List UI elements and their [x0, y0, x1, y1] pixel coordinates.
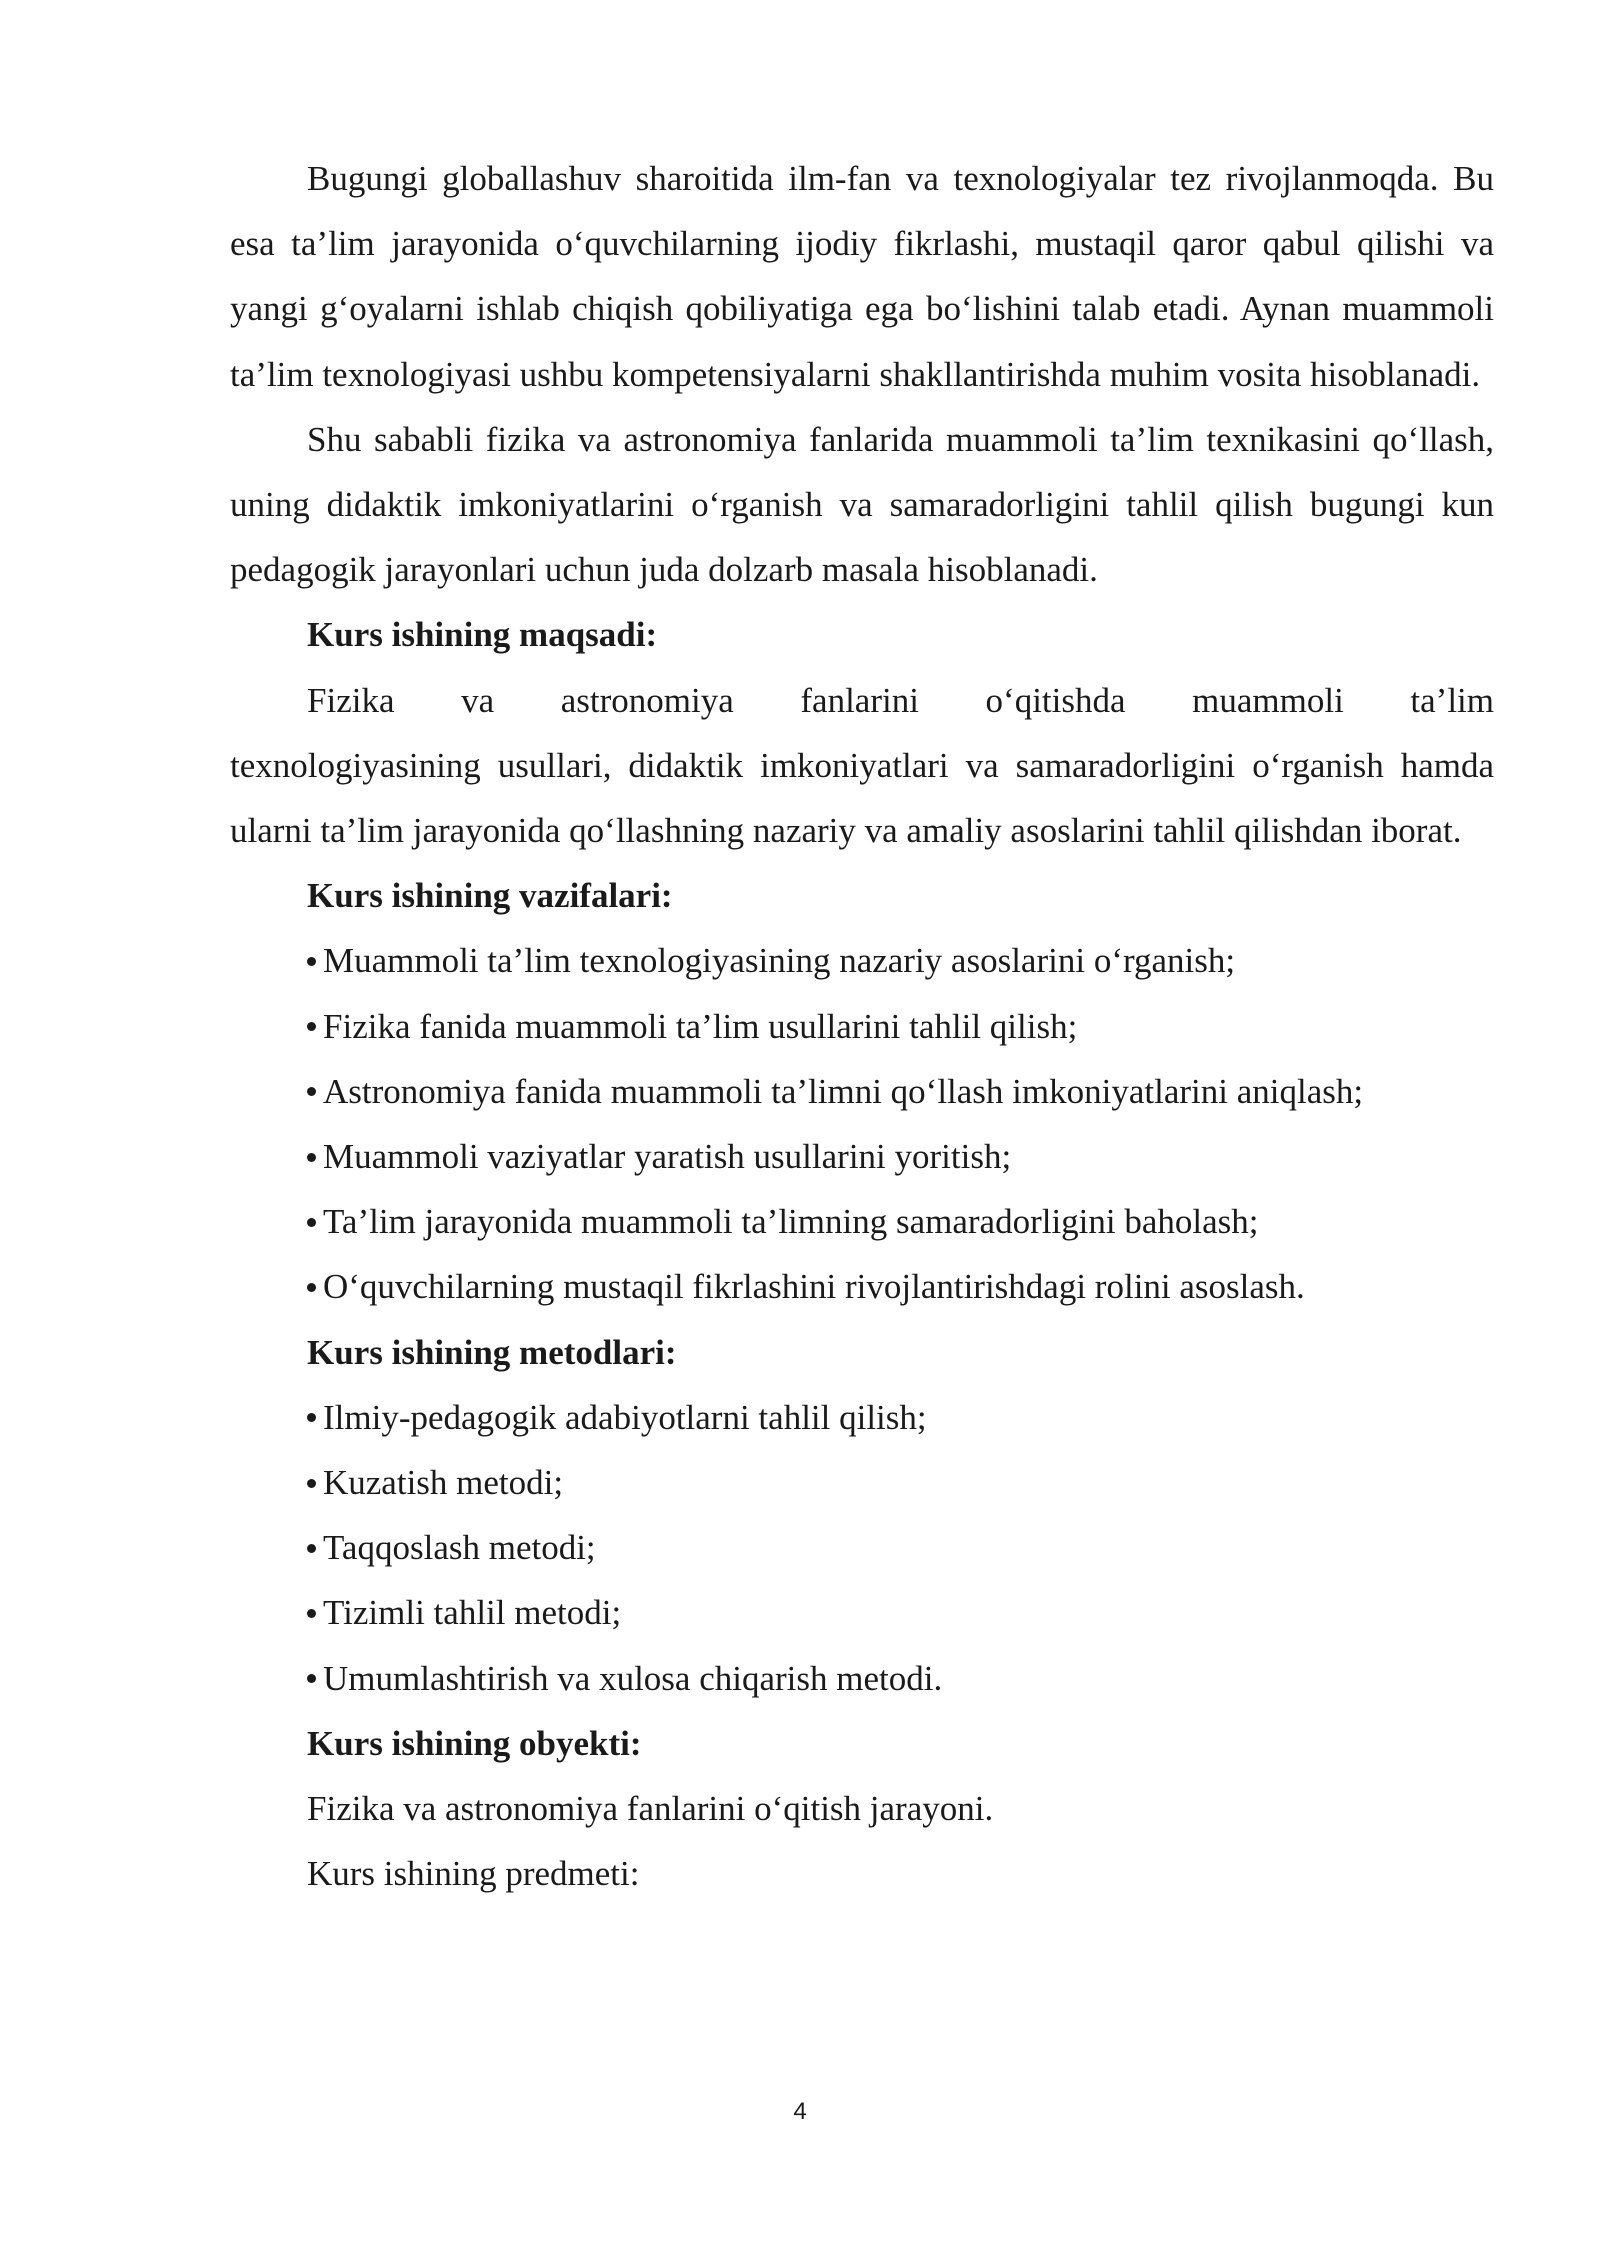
bullet-icon	[307, 1674, 316, 1683]
goal-paragraph-rest: texnologiyasining usullari, didaktik imkoniyatlari va samaradorligini o‘rganish hamda ularni ta’lim jarayonida qo‘llashning nazariy va amaliy asoslarini tahlil qilishdan iborat.	[230, 745, 1494, 851]
object-text: Fizika va astronomiya fanlarini o‘qitish jarayoni.	[307, 1789, 994, 1829]
bullet-icon	[307, 1479, 316, 1488]
list-item: Muammoli ta’lim texnologiyasining nazariy asoslarini o‘rganish;	[230, 928, 1494, 993]
list-item: Kuzatish metodi;	[230, 1450, 1494, 1515]
bullet-icon	[307, 1218, 316, 1227]
bullet-icon	[307, 1544, 316, 1553]
goal-paragraph-first-line: Fizika va astronomiya fanlarini o‘qitishda muammoli ta’lim	[307, 680, 1494, 720]
bullet-icon	[307, 1413, 316, 1422]
subject-heading: Kurs ishining predmeti:	[307, 1854, 640, 1894]
bullet-icon	[307, 957, 316, 966]
list-item: Ta’lim jarayonida muammoli ta’limning samaradorligini baholash;	[230, 1189, 1494, 1254]
bullet-icon	[307, 1022, 316, 1031]
list-item: Fizika fanida muammoli ta’lim usullarini tahlil qilish;	[230, 994, 1494, 1059]
methods-heading: Kurs ishining metodlari:	[307, 1332, 677, 1372]
tasks-heading: Kurs ishining vazifalari:	[307, 876, 673, 916]
list-item: Tizimli tahlil metodi;	[230, 1580, 1494, 1645]
intro-paragraph-2: Shu sababli fizika va astronomiya fanlarida muammoli ta’lim texnikasini qo‘llash, uning didaktik imkoniyatlarini o‘rganish va samaradorligini tahlil qilish bugungi kun pedagogik jarayonlari uchun juda dolzarb masala hisoblanadi.	[230, 419, 1494, 590]
page-content	[230, 146, 1494, 1906]
object-heading: Kurs ishining obyekti:	[307, 1723, 642, 1763]
list-item: O‘quvchilarning mustaqil fikrlashini rivojlantirishdagi rolini asoslash.	[230, 1254, 1494, 1319]
goal-heading: Kurs ishining maqsadi:	[307, 615, 658, 655]
list-item: Ilmiy-pedagogik adabiyotlarni tahlil qilish;	[230, 1385, 1494, 1450]
list-item: Muammoli vaziyatlar yaratish usullarini yoritish;	[230, 1124, 1494, 1189]
bullet-icon	[307, 1283, 316, 1292]
list-item: Astronomiya fanida muammoli ta’limni qo‘llash imkoniyatlarini aniqlash;	[230, 1059, 1494, 1124]
bullet-icon	[307, 1609, 316, 1618]
page-number: 4	[793, 2098, 807, 2125]
tasks-list	[230, 928, 1494, 1319]
list-item: Taqqoslash metodi;	[230, 1515, 1494, 1580]
bullet-icon	[307, 1153, 316, 1162]
list-item: Umumlashtirish va xulosa chiqarish metodi.	[230, 1646, 1494, 1711]
bullet-icon	[307, 1087, 316, 1096]
intro-paragraph-1: Bugungi globallashuv sharoitida ilm-fan va texnologiyalar tez rivojlanmoqda. Bu esa ta’lim jarayonida o‘quvchilarning ijodiy fikrlashi, mustaqil qaror qabul qilishi va yangi g‘oyalarni ishlab chiqish qobiliyatiga ega bo‘lishini talab etadi. Aynan muammoli ta’lim texnologiyasi ushbu kompetensiyalarni shakllantirishda muhim vosita hisoblanadi.	[230, 159, 1494, 394]
methods-list	[230, 1385, 1494, 1711]
